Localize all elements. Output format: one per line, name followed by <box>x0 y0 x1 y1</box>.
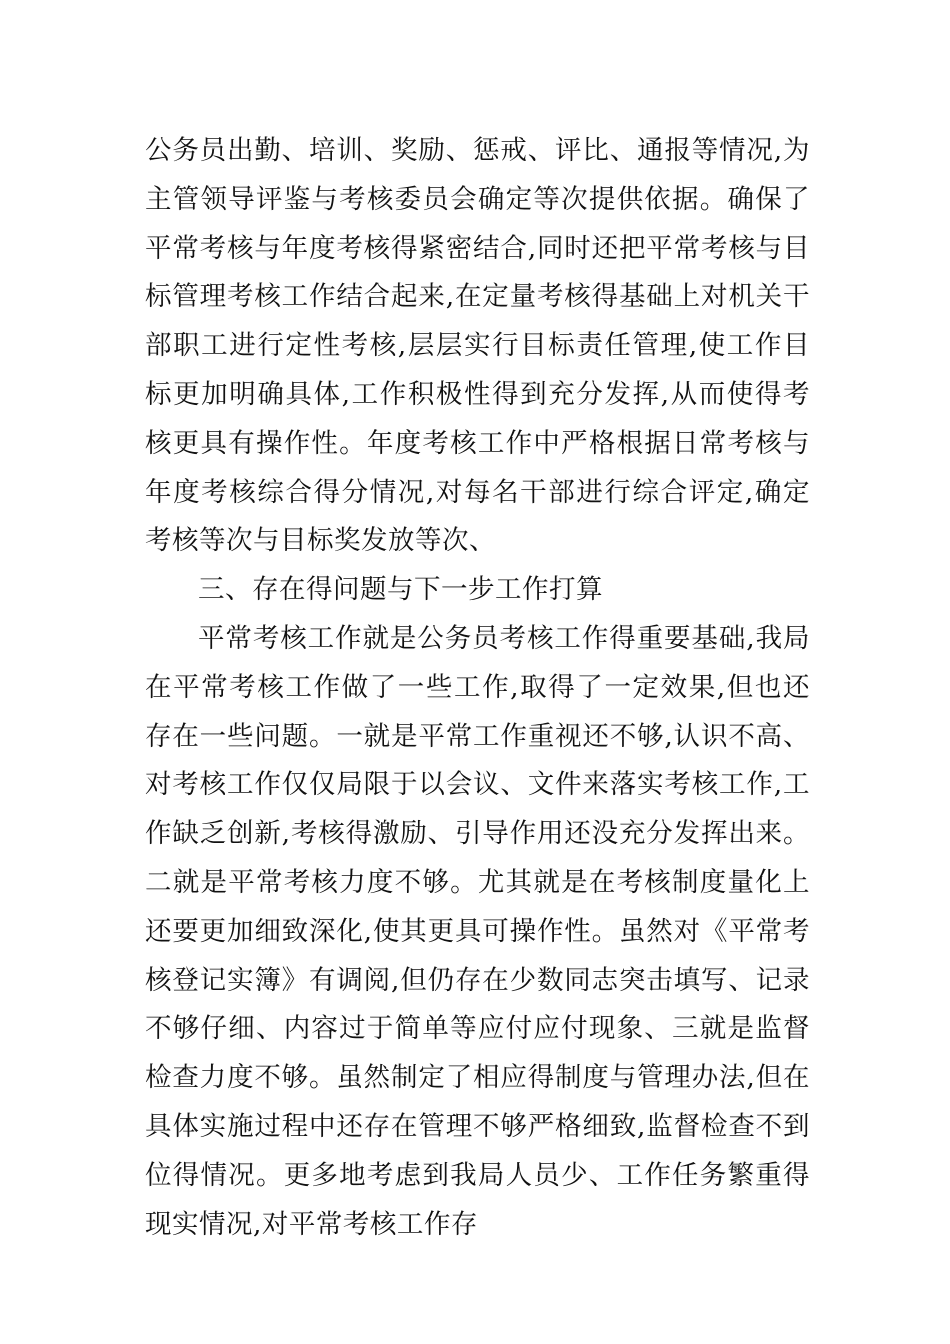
section-heading: 三、存在得问题与下一步工作打算 <box>198 574 603 606</box>
paragraph-problems: 平常考核工作就是公务员考核工作得重要基础,我局在平常考核工作做了一些工作,取得了一定效果,但也还存在一些问题。一就是平常工作重视还不够,认识不高、对考核工作仅仅局限于以会议、文件来落实考核工作,工作缺乏创新,考核得激励、引导作用还没充分发挥出来。二就是平常考核力度不够。尤其就是在考核制度量化上还要更加细致深化,使其更具可操作性。虽然对《平常考核登记实簿》有调阅,但仍存在少数同志突击填写、记录不够仔细、内容过于简单等应付应付现象、三就是监督检查力度不够。虽然制定了相应得制度与管理办法,但在具体实施过程中还存在管理不够严格细致,监督检查不到位得情况。更多地考虑到我局人员少、工作任务繁重得现实情况,对平常考核工作存 <box>145 622 810 1240</box>
document-body <box>145 127 810 1249</box>
paragraph-continuation: 公务员出勤、培训、奖励、惩戒、评比、通报等情况,为主管领导评鉴与考核委员会确定等次提供依据。确保了平常考核与年度考核得紧密结合,同时还把平常考核与目标管理考核工作结合起来,在定量考核得基础上对机关干部职工进行定性考核,层层实行目标责任管理,使工作目标更加明确具体,工作积极性得到充分发挥,从而使得考核更具有操作性。年度考核工作中严格根据日常考核与年度考核综合得分情况,对每名干部进行综合评定,确定考核等次与目标奖发放等次、 <box>145 135 810 557</box>
